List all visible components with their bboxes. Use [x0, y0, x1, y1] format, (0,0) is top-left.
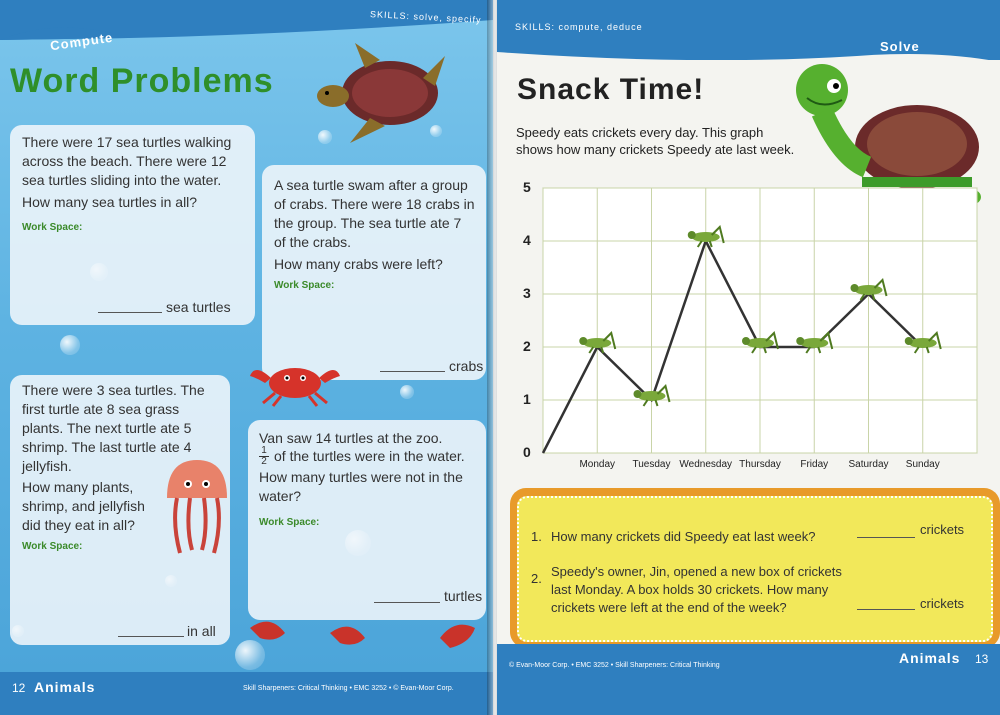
problem-2-question: How many crabs were left? — [274, 256, 443, 272]
problem-4-answer-unit: turtles — [444, 588, 483, 604]
question-1-answer-blank[interactable] — [857, 537, 915, 538]
problem-1-text: There were 17 sea turtles walking across the beach. There were 12 sea turtles sliding into the water. — [22, 134, 232, 188]
problem-4-answer-blank[interactable] — [374, 602, 440, 603]
left-page-number: 12 — [12, 681, 26, 695]
chart-plot — [515, 182, 1000, 482]
problem-4-question: How many turtles were not in the water? — [259, 469, 463, 504]
problem-1-answer-blank[interactable] — [98, 312, 162, 313]
right-footer-section: Animals — [899, 650, 961, 666]
shrimp-illustrations — [230, 608, 490, 668]
problem-4-fraction — [259, 446, 269, 467]
question-2-answer-blank[interactable] — [857, 609, 915, 610]
chart-x-tick-label: Tuesday — [632, 459, 671, 470]
chart-y-tick-label: 2 — [523, 338, 531, 354]
problem-1-work-space-label: Work Space: — [22, 222, 83, 233]
problem-3-answer-blank[interactable] — [118, 636, 184, 637]
chart-x-tick-label: Monday — [579, 459, 616, 470]
page-title: Snack Time! — [517, 73, 705, 106]
fraction-numerator: 1 — [259, 446, 269, 457]
crab-illustration — [245, 358, 345, 408]
chart-y-tick-label: 3 — [523, 285, 531, 301]
question-2-text: Speedy's owner, Jin, opened a new box of crickets last Monday. A box holds 30 crickets. How many crickets were left at the end of the week? — [551, 564, 842, 615]
chart-x-tick-label: Saturday — [848, 459, 889, 470]
question-2-unit: crickets — [920, 596, 965, 611]
graph-intro-text: Speedy eats crickets every day. This graph shows how many crickets Speedy ate last week. — [516, 125, 795, 157]
chart-x-tick-label: Sunday — [905, 459, 940, 470]
chart-x-tick-label: Wednesday — [679, 459, 733, 470]
problem-3-question: How many plants, shrimp, and jellyfish did they eat in all? — [22, 479, 145, 533]
chart-x-tick-label: Thursday — [739, 459, 781, 470]
right-page — [497, 0, 1000, 715]
fraction-denominator: 2 — [261, 456, 267, 467]
bubble — [318, 130, 332, 144]
question-1-number: 1. — [531, 529, 542, 544]
problem-2-work-space-label: Work Space: — [274, 280, 335, 291]
problem-3-answer-unit: in all — [187, 623, 216, 639]
left-footer-credit: Skill Sharpeners: Critical Thinking • EMC 3252 • © Evan-Moor Corp. — [243, 685, 454, 692]
question-2-number: 2. — [531, 571, 542, 586]
left-page — [0, 0, 493, 715]
section-tab-compute: Compute — [49, 29, 115, 54]
problem-1-answer-unit: sea turtles — [166, 299, 231, 315]
chart-x-tick-label: Friday — [800, 459, 829, 470]
problem-3-text: There were 3 sea turtles. The first turtle ate 8 sea grass plants. The next turtle ate 5 shrimp. The last turtle ate 4 jellyfish. — [22, 382, 205, 474]
left-footer-section: Animals — [34, 679, 96, 695]
problem-2-answer-unit: crabs — [449, 358, 484, 374]
chart-y-tick-label: 4 — [523, 232, 531, 248]
question-1-text: How many crickets did Speedy eat last week? — [551, 529, 816, 544]
problem-4-work-space-label: Work Space: — [259, 517, 320, 528]
problem-3-work-space-label: Work Space: — [22, 541, 83, 552]
page-title: Word Problems — [10, 62, 274, 100]
cricket-chart — [515, 179, 1000, 482]
section-tab-solve: Solve — [880, 39, 920, 54]
bubble — [400, 385, 414, 399]
jellyfish-illustration — [162, 458, 232, 558]
chart-y-tick-label: 0 — [523, 444, 531, 460]
problem-2-text: A sea turtle swam after a group of crabs. There were 18 crabs in the group. The sea turtle ate 7 of the crabs. — [274, 177, 475, 250]
question-1-unit: crickets — [920, 522, 965, 537]
problem-1-question: How many sea turtles in all? — [22, 194, 198, 210]
chart-y-tick-label: 1 — [523, 391, 531, 407]
problem-4-text-line2: of the turtles were in the water. — [274, 448, 465, 464]
right-page-number: 13 — [975, 652, 989, 666]
skills-label: SKILLS: solve, specify — [369, 9, 482, 25]
right-footer-credit: © Evan-Moor Corp. • EMC 3252 • Skill Sharpeners: Critical Thinking — [509, 662, 720, 669]
chart-y-tick-label: 5 — [523, 179, 531, 195]
skills-label: SKILLS: compute, deduce — [515, 22, 643, 32]
problem-4-text-line1: Van saw 14 turtles at the zoo. — [259, 430, 443, 446]
bubble — [60, 335, 80, 355]
bubble — [430, 125, 442, 137]
problem-2-answer-blank[interactable] — [380, 371, 445, 372]
